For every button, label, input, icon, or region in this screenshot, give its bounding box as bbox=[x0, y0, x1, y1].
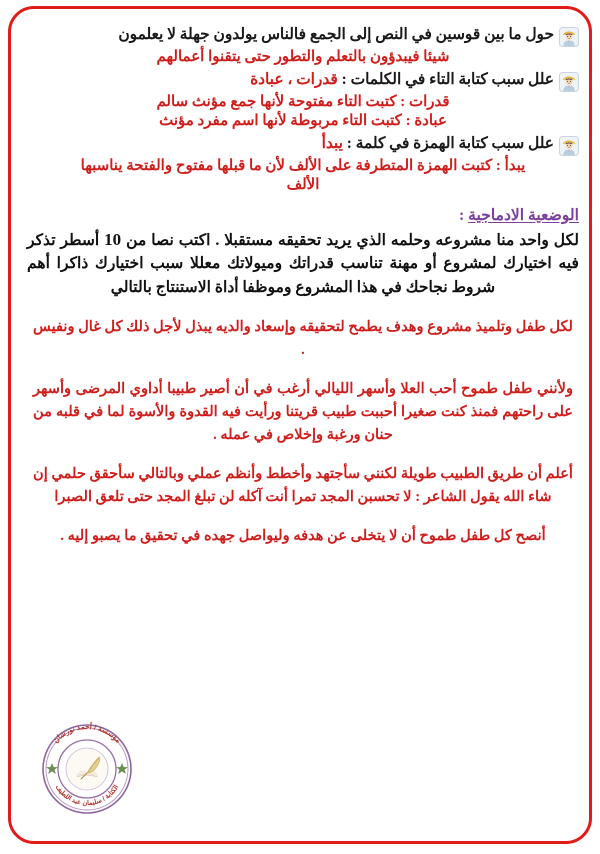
integration-heading bbox=[27, 206, 579, 225]
exercise-1-prompt-row bbox=[27, 25, 579, 47]
exercise-2-answers bbox=[27, 93, 579, 132]
exercise-2 bbox=[27, 70, 579, 132]
svg-text:مؤسسة / أحمد نورشان bbox=[51, 721, 123, 745]
exercise-2-answer-line: عبادة : كتبت التاء مربوطة لأنها اسم مفرد مؤنث bbox=[159, 113, 447, 129]
exercise-3-prompt-words: يبدأ bbox=[321, 134, 343, 152]
integration-heading-text: الوضعية الادماجية bbox=[468, 206, 579, 224]
document-content bbox=[27, 23, 579, 608]
red-border-frame bbox=[8, 6, 592, 844]
bottom-spacer bbox=[27, 548, 579, 608]
exercise-3-answers bbox=[27, 157, 579, 196]
institution-stamp bbox=[33, 715, 141, 823]
teacher-icon bbox=[559, 136, 579, 156]
exercise-2-prompt-prefix: علل سبب كتابة التاء في الكلمات : bbox=[337, 70, 554, 88]
exercise-1-prompt-line: حول ما بين قوسين في النص إلى الجمع فالناس يولدون جهلة لا يعلمون bbox=[118, 26, 554, 43]
integration-task-number: 10 bbox=[104, 229, 122, 249]
exercise-1-answer-line: شيئا فيبدؤون بالتعلم والتطور حتى يتقنوا أعمالهم bbox=[156, 49, 450, 65]
exercise-3-prompt-row bbox=[27, 134, 579, 156]
stamp-graphic bbox=[33, 715, 141, 823]
exercise-1-answers bbox=[27, 48, 579, 68]
essay-paragraph: لكل طفل وتلميذ مشروع وهدف يطمح لتحقيقه وإسعاد والديه يبذل لأجل ذلك كل غال ونفيس . bbox=[33, 318, 573, 358]
essay-paragraph: أنصح كل طفل طموح أن لا يتخلى عن هدفه وليواصل جهده في تحقيق ما يصبو إليه . bbox=[60, 528, 546, 545]
exercise-3-prompt-line bbox=[27, 134, 554, 154]
integration-heading-colon: : bbox=[459, 206, 469, 224]
stamp-star-right bbox=[116, 763, 128, 774]
exercise-3 bbox=[27, 134, 579, 196]
exercise-3-prompt-prefix: علل سبب كتابة الهمزة في كلمة : bbox=[342, 134, 554, 152]
essay-paragraph: أعلم أن طريق الطبيب طويلة لكنني سأجتهد وأخطط وأنظم عملي وبالتالي سأحقق حلمي إن شاء الله يقول الشاعر : لا تحسبن المجد تمرا أنت آكله لن تبلغ المجد حتى تلعق الصبرا bbox=[33, 465, 573, 505]
stamp-star-left bbox=[46, 763, 58, 774]
stamp-top-text: مؤسسة / أحمد نورشان bbox=[51, 721, 123, 745]
integration-task-part2: أسطر تذكر فيه اختيارك لمشروع أو مهنة تناسب قدراتك وميولاتك معللا سبب اختيارك ذاكرا أهم شروط نجاحك في هذا المشروع وموظفا أداة الاستنتاج بالتالي bbox=[27, 231, 579, 297]
integration-task bbox=[27, 227, 579, 300]
exercise-2-prompt-words: قدرات ، عبادة bbox=[250, 70, 338, 88]
exercise-3-answer-line: يبدأ : كتبت الهمزة المتطرفة على الألف لأن ما قبلها مفتوح والفتحة يناسبها bbox=[80, 157, 526, 174]
integration-task-part1: لكل واحد منا مشروعه وحلمه الذي يريد تحقيقه مستقبلا . اكتب نصا من bbox=[121, 231, 579, 249]
exercise-2-prompt-row bbox=[27, 70, 579, 92]
exercise-2-answer-line: قدرات : كتبت التاء مفتوحة لأنها جمع مؤنث سالم bbox=[156, 93, 450, 110]
essay-paragraph: ولأنني طفل طموح أحب العلا وأسهر الليالي أرغب في أن أصير طبيبا أداوي المرضى وأسهر على راحتهم فمنذ كنت صغيرا أحببت طبيب قريتنا ورأيت فيه القدوة والأسوة لما في قلبه من حنان ورغبة وإخلاص في عمله . bbox=[33, 380, 573, 443]
teacher-icon bbox=[559, 27, 579, 47]
exercise-1 bbox=[27, 25, 579, 68]
stamp-bottom-text: الكتابة / سليمان عبد اللطيف bbox=[53, 783, 121, 808]
teacher-icon bbox=[559, 72, 579, 92]
exercise-3-answer-line: الألف bbox=[286, 177, 320, 193]
exercise-2-prompt-line bbox=[27, 70, 554, 90]
